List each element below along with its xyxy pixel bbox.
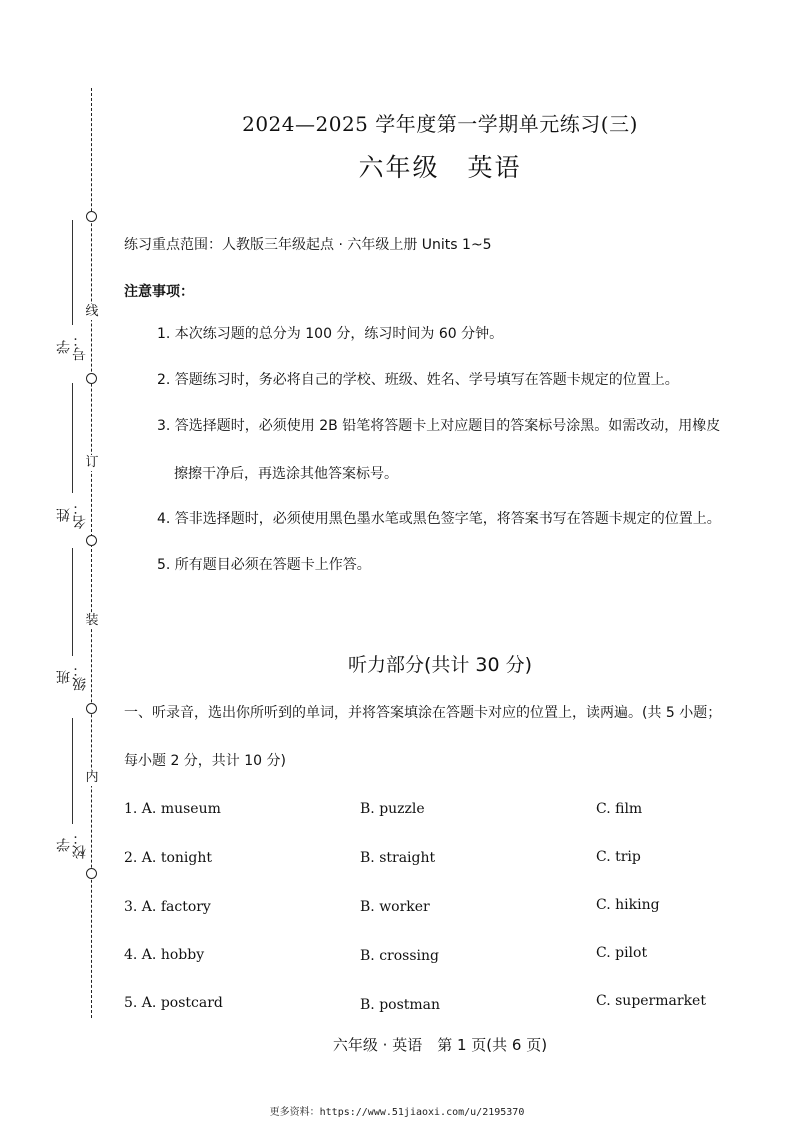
binding-word-zhuang: 装	[80, 613, 104, 629]
notice-item: 3. 答选择题时，必须使用 2B 铅笔将答题卡上对应题目的答案标号涂黑。如需改动，用橡皮	[157, 418, 721, 434]
field-student-id-line[interactable]	[72, 220, 73, 325]
notice-item: 2. 答题练习时，务必将自己的学校、班级、姓名、学号填写在答题卡规定的位置上。	[157, 372, 679, 388]
option-c: C. pilot	[596, 945, 648, 961]
practice-scope: 练习重点范围：人教版三年级起点 · 六年级上册 Units 1~5	[124, 237, 492, 253]
option-b: B. worker	[360, 899, 430, 915]
option-c: C. film	[596, 801, 643, 817]
option-a: 4. A. hobby	[124, 947, 205, 963]
option-c: C. supermarket	[596, 993, 706, 1009]
notice-item: 4. 答非选择题时，必须使用黑色墨水笔或黑色签字笔，将答案书写在答题卡规定的位置上。	[157, 511, 721, 527]
binding-hole	[86, 373, 97, 384]
grade-label: 六年级	[358, 153, 440, 182]
option-a: 3. A. factory	[124, 899, 211, 915]
field-name-line[interactable]	[72, 383, 73, 493]
option-a: 5. A. postcard	[124, 995, 223, 1011]
binding-word-nei: 内	[80, 770, 104, 786]
field-class-label: 班级：	[56, 663, 88, 691]
field-name-label: 姓名：	[56, 501, 88, 529]
option-b: B. puzzle	[360, 801, 425, 817]
option-c: C. hiking	[596, 897, 660, 913]
field-class-line[interactable]	[72, 548, 73, 656]
exam-subtitle	[120, 148, 760, 184]
option-b: B. straight	[360, 850, 436, 866]
option-b: B. crossing	[360, 948, 439, 964]
subject-label: 英语	[467, 153, 522, 182]
field-school-label: 学校：	[56, 831, 88, 859]
question-instruction-cont: 每小题 2 分，共计 10 分)	[124, 753, 286, 769]
option-a: 1. A. museum	[124, 801, 221, 817]
exam-title: 2024—2025 学年度第一学期单元练习(三)	[242, 112, 638, 136]
page-footer: 六年级 · 英语 第 1 页(共 6 页)	[332, 1036, 548, 1054]
notice-item: 1. 本次练习题的总分为 100 分，练习时间为 60 分钟。	[157, 326, 504, 342]
notice-item: 5. 所有题目必须在答题卡上作答。	[157, 557, 371, 573]
notice-item-continuation: 擦擦干净后，再选涂其他答案标号。	[174, 466, 398, 482]
binding-hole	[86, 868, 97, 879]
binding-hole	[86, 211, 97, 222]
more-resources-link[interactable]: 更多资料：https://www.51jiaoxi.com/u/2195370	[269, 1107, 525, 1118]
question-instruction: 一、听录音，选出你所听到的单词，并将答案填涂在答题卡对应的位置上，读两遍。(共 5 小题；	[124, 705, 722, 721]
binding-hole	[86, 703, 97, 714]
option-a: 2. A. tonight	[124, 850, 212, 866]
field-school-line[interactable]	[72, 718, 73, 824]
option-b: B. postman	[360, 997, 441, 1013]
option-c: C. trip	[596, 849, 641, 865]
section-title: 听力部分(共计 30 分)	[347, 654, 533, 676]
field-student-id-label: 学号：	[56, 333, 88, 361]
binding-word-ding: 订	[80, 455, 104, 471]
binding-hole	[86, 535, 97, 546]
notice-heading: 注意事项：	[124, 284, 194, 300]
binding-word-xian: 线	[80, 304, 104, 320]
